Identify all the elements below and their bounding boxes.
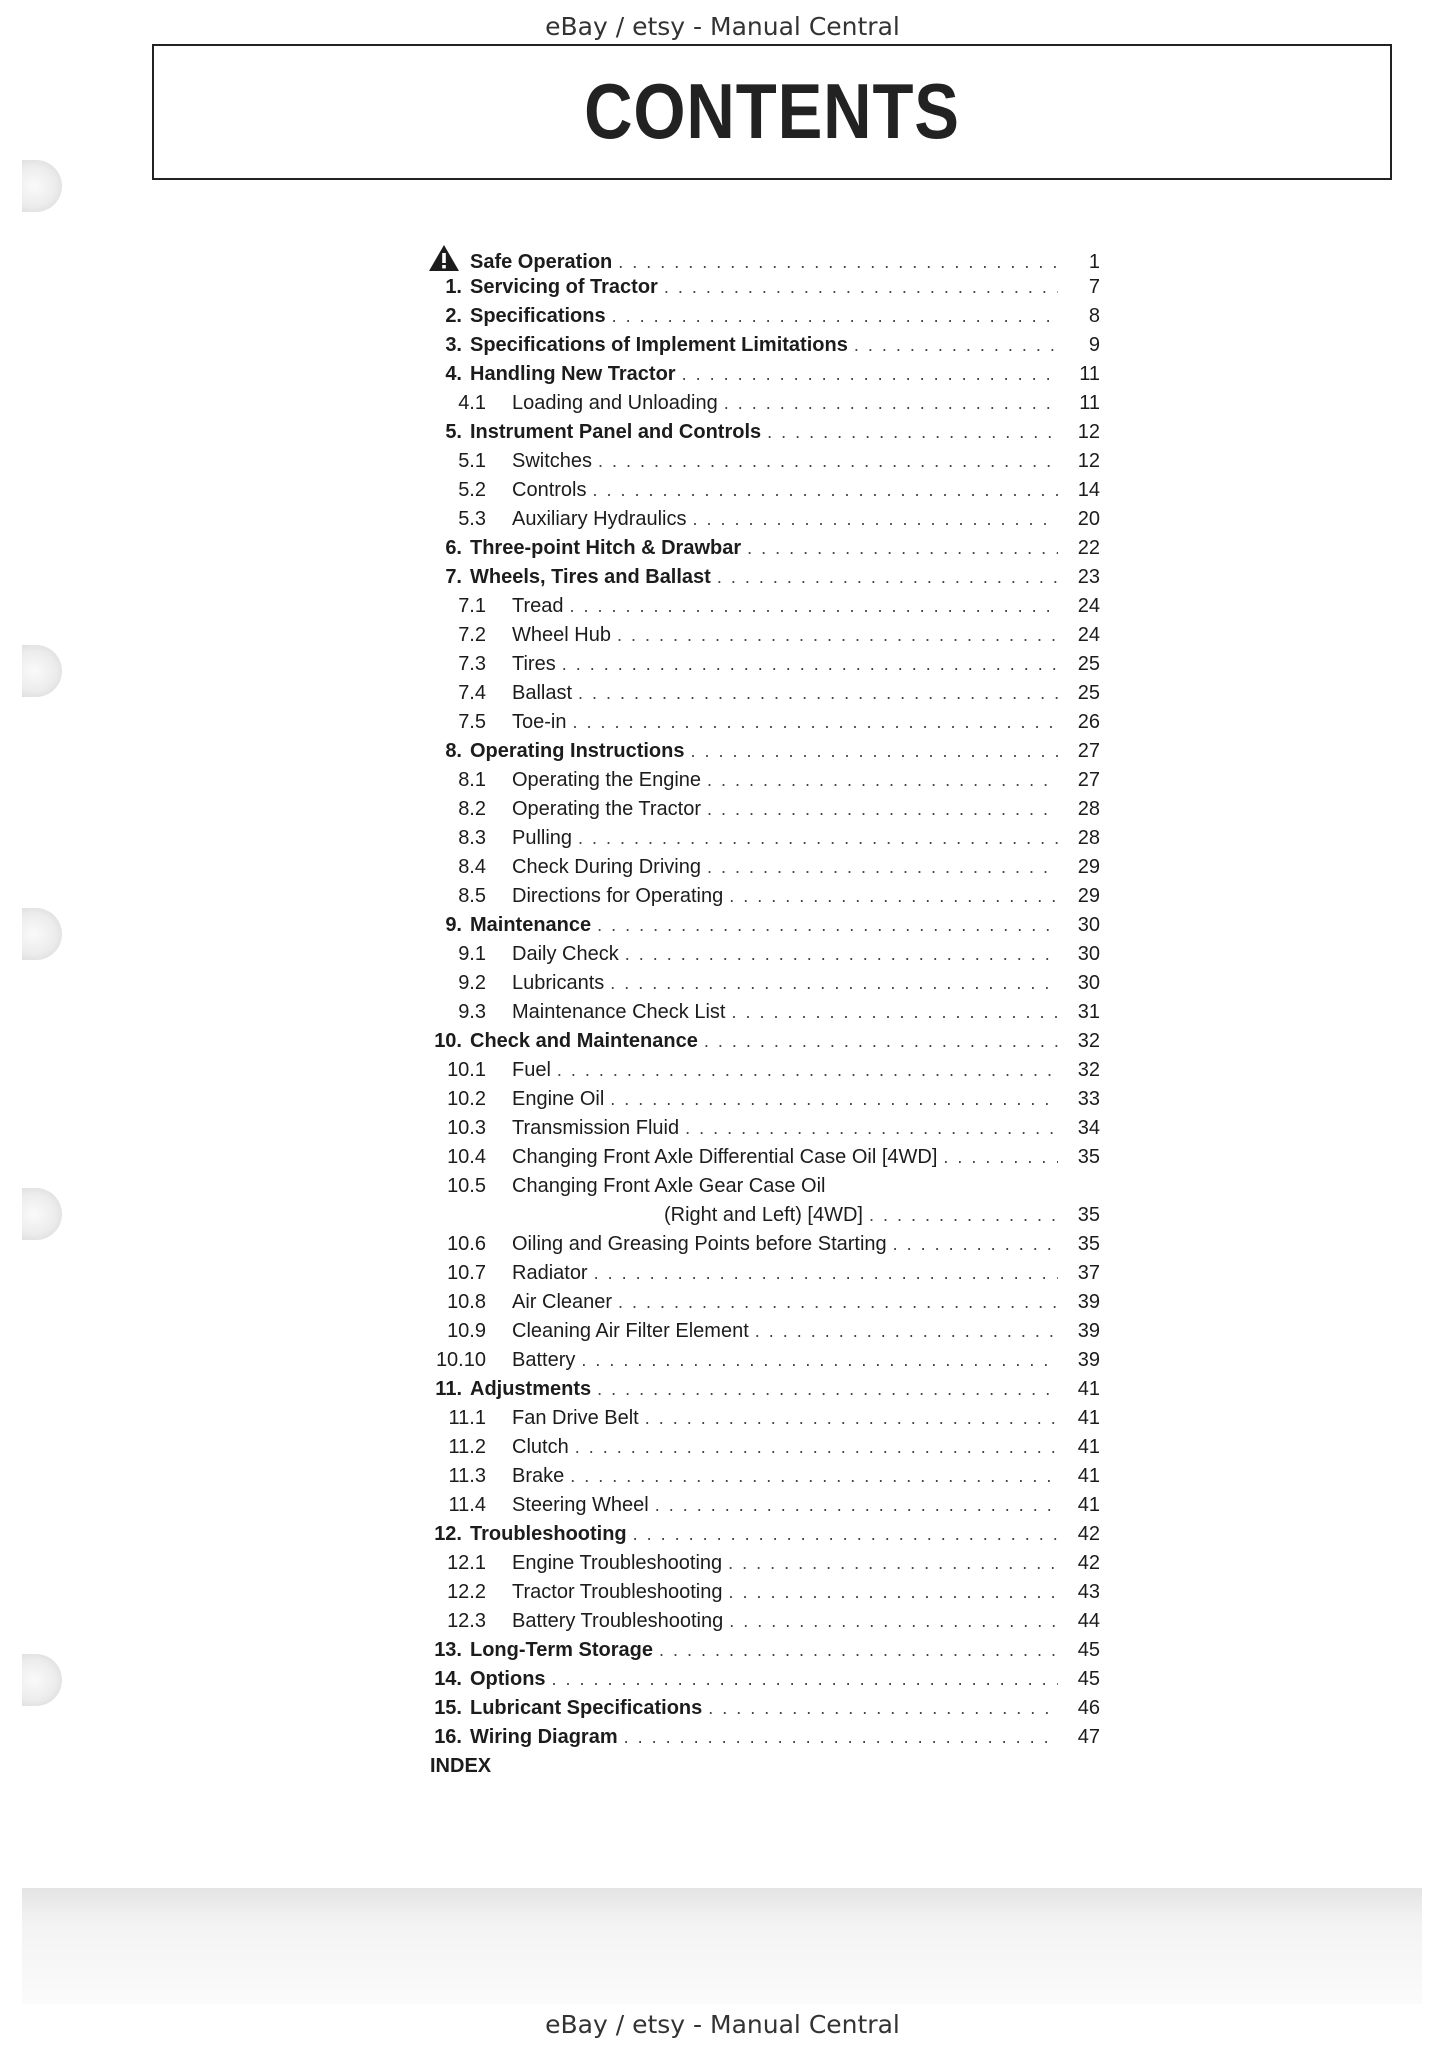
dot-leader xyxy=(731,998,1058,1027)
scan-shadow-band xyxy=(22,1888,1422,2004)
dot-leader xyxy=(618,1288,1058,1317)
toc-label: Fuel xyxy=(512,1059,551,1081)
toc-entry xyxy=(420,1462,1100,1491)
toc-label: Operating the Tractor xyxy=(512,798,701,820)
toc-page-number: 11 xyxy=(1079,392,1100,414)
toc-entry xyxy=(420,1201,1100,1230)
toc-entry xyxy=(420,882,1100,911)
toc-entry xyxy=(420,1172,1100,1201)
toc-label: Options xyxy=(470,1668,546,1690)
toc-page-number: 39 xyxy=(1077,1291,1100,1313)
toc-page-number: 28 xyxy=(1077,827,1100,849)
dot-leader xyxy=(893,1230,1058,1259)
toc-page-number: 28 xyxy=(1077,798,1100,820)
toc-page-number: 30 xyxy=(1077,914,1100,936)
toc-number: 10.8 xyxy=(447,1291,486,1313)
toc-page-number: 25 xyxy=(1077,682,1100,704)
toc-number: 10. xyxy=(434,1030,462,1052)
toc-page-number: 34 xyxy=(1077,1117,1100,1139)
toc-page-number: 32 xyxy=(1077,1030,1100,1052)
toc-label: Steering Wheel xyxy=(512,1494,649,1516)
toc-entry xyxy=(420,1433,1100,1462)
toc-entry xyxy=(420,505,1100,534)
toc-number: 8.5 xyxy=(458,885,486,907)
toc-label: Loading and Unloading xyxy=(512,392,718,414)
toc-page-number: 39 xyxy=(1077,1349,1100,1371)
toc-entry xyxy=(420,1114,1100,1143)
toc-label: Engine Troubleshooting xyxy=(512,1552,723,1574)
toc-number: 12. xyxy=(434,1523,462,1545)
toc-page-number: 35 xyxy=(1077,1204,1100,1226)
toc-label: Transmission Fluid xyxy=(512,1117,680,1139)
toc-entry xyxy=(420,418,1100,447)
toc-page-number: 22 xyxy=(1077,537,1100,559)
toc-label: Specifications of Implement Limitations xyxy=(470,334,848,356)
dot-leader xyxy=(704,1027,1058,1056)
toc-entry xyxy=(420,998,1100,1027)
toc-entry xyxy=(420,1375,1100,1404)
dot-leader xyxy=(707,795,1058,824)
toc-label: Lubricants xyxy=(512,972,605,994)
toc-page-number: 30 xyxy=(1077,972,1100,994)
toc-label: Engine Oil xyxy=(512,1088,605,1110)
dot-leader xyxy=(570,1462,1058,1491)
toc-entry xyxy=(420,476,1100,505)
toc-label: Cleaning Air Filter Element xyxy=(512,1320,749,1342)
toc-page-number: 27 xyxy=(1077,740,1100,762)
toc-label: Directions for Operating xyxy=(512,885,724,907)
toc-number: 8.1 xyxy=(458,769,486,791)
toc-number: 9.3 xyxy=(458,1001,486,1023)
toc-page-number: 47 xyxy=(1077,1726,1100,1748)
toc-number: 8. xyxy=(445,740,462,762)
toc-page-number: 11 xyxy=(1079,363,1100,385)
toc-number: 4.1 xyxy=(458,392,486,414)
toc-entry xyxy=(420,331,1100,360)
toc-number: 10.7 xyxy=(447,1262,486,1284)
toc-entry xyxy=(420,737,1100,766)
toc-entry xyxy=(420,1578,1100,1607)
dot-leader xyxy=(854,331,1058,360)
toc-number: 7.1 xyxy=(458,595,486,617)
dot-leader xyxy=(597,911,1058,940)
toc-entry xyxy=(420,1230,1100,1259)
toc-label: Controls xyxy=(512,479,587,501)
dot-leader xyxy=(693,505,1059,534)
toc-page-number: 45 xyxy=(1077,1639,1100,1661)
dot-leader xyxy=(624,1723,1058,1752)
toc-label: Lubricant Specifications xyxy=(470,1697,703,1719)
toc-page-number: 44 xyxy=(1077,1610,1100,1632)
toc-entry xyxy=(420,969,1100,998)
toc-label: Tread xyxy=(512,595,564,617)
dot-leader xyxy=(724,389,1058,418)
punch-hole xyxy=(22,645,62,697)
toc-entry xyxy=(420,244,1100,273)
toc-entry xyxy=(420,447,1100,476)
toc-label: Clutch xyxy=(512,1436,569,1458)
toc-entry xyxy=(420,1520,1100,1549)
toc-entry xyxy=(420,911,1100,940)
toc-entry xyxy=(420,824,1100,853)
toc-number: 8.4 xyxy=(458,856,486,878)
toc-label: Specifications xyxy=(470,305,606,327)
table-of-contents xyxy=(420,244,1100,1781)
toc-label: Operating Instructions xyxy=(470,740,685,762)
toc-number: 8.2 xyxy=(458,798,486,820)
toc-page-number: 35 xyxy=(1077,1233,1100,1255)
toc-number: 16. xyxy=(434,1726,462,1748)
dot-leader xyxy=(578,679,1058,708)
dot-leader xyxy=(729,882,1058,911)
toc-label: Changing Front Axle Differential Case Oil [4WD] xyxy=(512,1146,938,1168)
toc-number: 7.5 xyxy=(458,711,486,733)
dot-leader xyxy=(645,1404,1058,1433)
toc-entry xyxy=(420,1143,1100,1172)
dot-leader xyxy=(625,940,1058,969)
toc-page-number: 23 xyxy=(1077,566,1100,588)
toc-label: Pulling xyxy=(512,827,573,849)
toc-label: Radiator xyxy=(512,1262,588,1284)
toc-entry xyxy=(420,679,1100,708)
toc-page-number: 43 xyxy=(1077,1581,1100,1603)
toc-page-number: 41 xyxy=(1077,1465,1100,1487)
toc-entry xyxy=(420,1259,1100,1288)
toc-number: 12.3 xyxy=(447,1610,486,1632)
toc-page-number: 25 xyxy=(1077,653,1100,675)
toc-page-number: 33 xyxy=(1077,1088,1100,1110)
toc-number: 1. xyxy=(445,276,462,298)
toc-label: Changing Front Axle Gear Case Oil xyxy=(512,1175,826,1197)
toc-number: 7. xyxy=(445,566,462,588)
toc-page-number: 41 xyxy=(1077,1436,1100,1458)
toc-label: Oiling and Greasing Points before Starting xyxy=(512,1233,887,1255)
toc-entry xyxy=(420,1549,1100,1578)
dot-leader xyxy=(767,418,1058,447)
toc-label: Instrument Panel and Controls xyxy=(470,421,762,443)
toc-label: Switches xyxy=(512,450,593,472)
page-title: CONTENTS xyxy=(584,67,960,155)
dot-leader xyxy=(594,1259,1058,1288)
toc-page-number: 29 xyxy=(1077,885,1100,907)
toc-label: (Right and Left) [4WD] xyxy=(664,1204,863,1226)
toc-page-number: 27 xyxy=(1077,769,1100,791)
index-entry: INDEX xyxy=(430,1755,492,1777)
toc-entry xyxy=(420,592,1100,621)
toc-number: 11.1 xyxy=(448,1407,486,1429)
toc-label: Handling New Tractor xyxy=(470,363,676,385)
toc-number: 12.2 xyxy=(447,1581,486,1603)
punch-hole xyxy=(22,1654,62,1706)
toc-number: 10.10 xyxy=(435,1349,486,1371)
dot-leader xyxy=(578,824,1058,853)
toc-number: 7.2 xyxy=(458,624,486,646)
toc-entry xyxy=(420,360,1100,389)
toc-entry xyxy=(420,1056,1100,1085)
toc-entry xyxy=(420,1288,1100,1317)
dot-leader xyxy=(685,1114,1058,1143)
dot-leader xyxy=(717,563,1058,592)
toc-number: 12.1 xyxy=(447,1552,486,1574)
dot-leader xyxy=(869,1201,1058,1230)
toc-page-number: 9 xyxy=(1088,334,1100,356)
dot-leader xyxy=(581,1346,1058,1375)
toc-entry xyxy=(420,534,1100,563)
toc-page-number: 24 xyxy=(1077,624,1100,646)
toc-page-number: 24 xyxy=(1077,595,1100,617)
toc-label: Tractor Troubleshooting xyxy=(512,1581,723,1603)
watermark-bottom: eBay / etsy - Manual Central xyxy=(545,2010,900,2039)
toc-label: Safe Operation xyxy=(470,251,613,273)
dot-leader xyxy=(598,447,1058,476)
toc-label: Brake xyxy=(512,1465,565,1487)
toc-page-number: 35 xyxy=(1077,1146,1100,1168)
toc-number: 7.4 xyxy=(458,682,486,704)
toc-label: Daily Check xyxy=(512,943,619,965)
toc-page-number: 41 xyxy=(1077,1378,1100,1400)
toc-page-number: 20 xyxy=(1077,508,1100,530)
toc-entry xyxy=(420,795,1100,824)
toc-page-number: 26 xyxy=(1077,711,1100,733)
toc-page-number: 12 xyxy=(1077,421,1100,443)
toc-page-number: 41 xyxy=(1077,1494,1100,1516)
dot-leader xyxy=(570,592,1058,621)
toc-number: 11. xyxy=(435,1378,462,1400)
dot-leader xyxy=(633,1520,1058,1549)
toc-number: 11.4 xyxy=(448,1494,486,1516)
toc-entry xyxy=(420,1491,1100,1520)
toc-entry xyxy=(420,1404,1100,1433)
toc-label: Tires xyxy=(512,653,556,675)
title-box xyxy=(152,44,1392,180)
dot-leader xyxy=(575,1433,1058,1462)
dot-leader xyxy=(690,737,1058,766)
toc-label: Operating the Engine xyxy=(512,769,702,791)
toc-entry xyxy=(420,1317,1100,1346)
punch-hole xyxy=(22,1188,62,1240)
toc-entry xyxy=(420,273,1100,302)
toc-number: 2. xyxy=(445,305,462,327)
toc-page-number: 29 xyxy=(1077,856,1100,878)
toc-page-number: 31 xyxy=(1077,1001,1100,1023)
toc-entry xyxy=(420,940,1100,969)
toc-number: 4. xyxy=(445,363,462,385)
toc-label: Ballast xyxy=(512,682,573,704)
toc-number: 10.1 xyxy=(447,1059,486,1081)
dot-leader xyxy=(562,650,1058,679)
toc-number: 9. xyxy=(445,914,462,936)
toc-number: 15. xyxy=(434,1697,462,1719)
toc-entry xyxy=(420,1723,1100,1752)
toc-page-number: 1 xyxy=(1088,251,1100,273)
dot-leader xyxy=(682,360,1058,389)
dot-leader xyxy=(655,1491,1058,1520)
dot-leader xyxy=(610,1085,1058,1114)
toc-label: Servicing of Tractor xyxy=(470,276,658,298)
toc-entry xyxy=(420,1085,1100,1114)
dot-leader xyxy=(707,853,1058,882)
toc-number: 10.9 xyxy=(447,1320,486,1342)
toc-number: 13. xyxy=(434,1639,462,1661)
toc-number: 7.3 xyxy=(458,653,486,675)
dot-leader xyxy=(659,1636,1058,1665)
toc-number: 5. xyxy=(445,421,462,443)
dot-leader xyxy=(755,1317,1058,1346)
toc-number: 5.1 xyxy=(458,450,486,472)
toc-entry xyxy=(420,1607,1100,1636)
toc-entry xyxy=(420,650,1100,679)
toc-number: 14. xyxy=(434,1668,462,1690)
toc-page-number: 32 xyxy=(1077,1059,1100,1081)
toc-label: Three-point Hitch & Drawbar xyxy=(470,537,742,559)
dot-leader xyxy=(597,1375,1058,1404)
toc-entry xyxy=(420,1694,1100,1723)
toc-label: Check During Driving xyxy=(512,856,701,878)
toc-label: Auxiliary Hydraulics xyxy=(512,508,687,530)
dot-leader xyxy=(728,1578,1058,1607)
toc-number: 9.1 xyxy=(458,943,486,965)
toc-entry xyxy=(420,302,1100,331)
toc-page-number: 12 xyxy=(1077,450,1100,472)
dot-leader xyxy=(708,1694,1058,1723)
watermark-top: eBay / etsy - Manual Central xyxy=(545,12,900,41)
punch-hole xyxy=(22,160,62,212)
toc-number: 5.3 xyxy=(458,508,486,530)
toc-number: 5.2 xyxy=(458,479,486,501)
toc-label: Wheel Hub xyxy=(512,624,611,646)
dot-leader xyxy=(617,621,1058,650)
toc-number: 9.2 xyxy=(458,972,486,994)
toc-page-number: 14 xyxy=(1077,479,1100,501)
toc-label: Troubleshooting xyxy=(470,1523,627,1545)
dot-leader xyxy=(572,708,1058,737)
toc-label: Wheels, Tires and Ballast xyxy=(470,566,711,588)
toc-entry xyxy=(420,853,1100,882)
toc-page-number: 42 xyxy=(1077,1552,1100,1574)
toc-page-number: 8 xyxy=(1088,305,1100,327)
toc-entry xyxy=(420,621,1100,650)
dot-leader xyxy=(612,302,1058,331)
toc-number: 3. xyxy=(445,334,462,356)
toc-number: 11.3 xyxy=(448,1465,486,1487)
toc-number: 10.6 xyxy=(447,1233,486,1255)
toc-page-number: 30 xyxy=(1077,943,1100,965)
toc-page-number: 39 xyxy=(1077,1320,1100,1342)
toc-entry xyxy=(420,1636,1100,1665)
toc-number: 10.5 xyxy=(447,1175,486,1197)
toc-number: 10.2 xyxy=(447,1088,486,1110)
toc-label: Maintenance xyxy=(470,914,592,936)
toc-label: Battery xyxy=(512,1349,576,1371)
toc-number: 8.3 xyxy=(458,827,486,849)
toc-page-number: 7 xyxy=(1088,276,1100,298)
dot-leader xyxy=(592,476,1058,505)
toc-label: Adjustments xyxy=(470,1378,592,1400)
toc-page-number: 46 xyxy=(1077,1697,1100,1719)
toc-label: Maintenance Check List xyxy=(512,1001,726,1023)
toc-entry xyxy=(420,389,1100,418)
toc-page-number: 37 xyxy=(1077,1262,1100,1284)
dot-leader xyxy=(747,534,1058,563)
dot-leader xyxy=(729,1607,1058,1636)
dot-leader xyxy=(728,1549,1058,1578)
warning-triangle-icon xyxy=(428,244,460,272)
toc-label: Check and Maintenance xyxy=(470,1030,698,1052)
dot-leader xyxy=(557,1056,1058,1085)
dot-leader xyxy=(943,1143,1058,1172)
toc-label: Air Cleaner xyxy=(512,1291,613,1313)
toc-entry xyxy=(420,1665,1100,1694)
toc-number: 10.3 xyxy=(447,1117,486,1139)
toc-entry xyxy=(420,1346,1100,1375)
toc-label: Fan Drive Belt xyxy=(512,1407,639,1429)
toc-page-number: 42 xyxy=(1077,1523,1100,1545)
toc-number: 11.2 xyxy=(448,1436,486,1458)
toc-label: Long-Term Storage xyxy=(470,1639,653,1661)
dot-leader xyxy=(610,969,1058,998)
toc-label: Wiring Diagram xyxy=(470,1726,618,1748)
toc-number: 10.4 xyxy=(447,1146,486,1168)
dot-leader xyxy=(552,1665,1058,1694)
punch-hole xyxy=(22,908,62,960)
toc-number: 6. xyxy=(445,537,462,559)
toc-page-number: 41 xyxy=(1077,1407,1100,1429)
toc-entry xyxy=(420,766,1100,795)
toc-label: Toe-in xyxy=(512,711,567,733)
dot-leader xyxy=(707,766,1058,795)
toc-entry xyxy=(420,708,1100,737)
toc-entry xyxy=(420,563,1100,592)
toc-page-number: 45 xyxy=(1077,1668,1100,1690)
dot-leader xyxy=(664,273,1058,302)
toc-entry xyxy=(420,1027,1100,1056)
toc-label: Battery Troubleshooting xyxy=(512,1610,724,1632)
